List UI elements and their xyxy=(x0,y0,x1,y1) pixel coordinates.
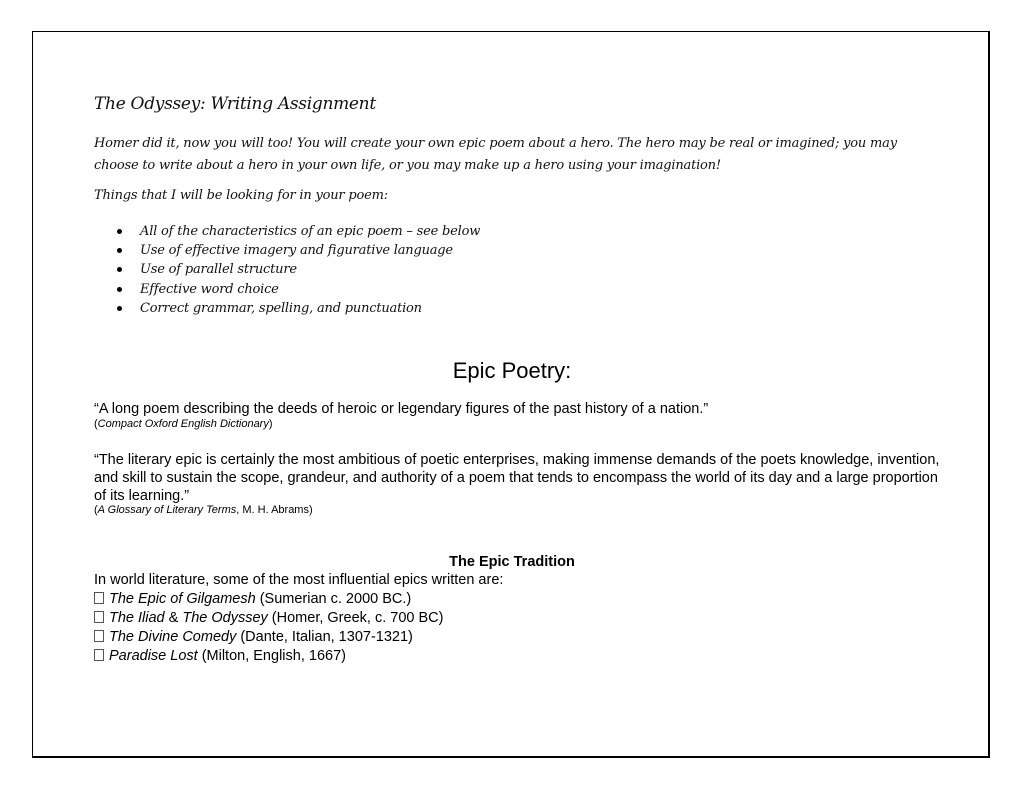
missing-glyph-icon xyxy=(94,649,104,661)
epic-poetry-heading: Epic Poetry: xyxy=(452,358,572,383)
epic-tradition-heading: The Epic Tradition xyxy=(449,554,575,570)
epic-title: The Epic of Gilgamesh xyxy=(109,591,256,607)
citation-source: A Glossary of Literary Terms xyxy=(97,504,237,516)
glossary-quote: “The literary epic is certainly the most ambitious of poetic enterprises, making immense demands of the poets knowledge, invention, and skill to sustain the scope, grandeur, and authority of a poem that tends to encompass the world of its day and a large proportion of its learning.” xyxy=(94,452,940,504)
list-item xyxy=(117,299,480,318)
assignment-intro: Homer did it, now you will too! You will create your own epic poem about a hero. The hero may be real or imagined; you may choose to write about a hero in your own life, or you may make up a hero using your imagination! xyxy=(94,136,897,173)
criteria-text: All of the characteristics of an epic poem – see below xyxy=(140,224,481,239)
epic-tradition-intro: In world literature, some of the most influential epics written are: xyxy=(94,572,504,588)
document-page xyxy=(32,31,990,758)
epic-detail: (Homer, Greek, c. 700 BC) xyxy=(267,610,444,626)
missing-glyph-icon xyxy=(94,592,104,604)
bullet-icon xyxy=(117,248,122,253)
epics-list xyxy=(94,590,443,666)
bullet-icon xyxy=(117,306,122,311)
list-item xyxy=(117,241,480,260)
epic-detail: (Dante, Italian, 1307-1321) xyxy=(236,629,413,645)
dictionary-quote: “A long poem describing the deeds of heroic or legendary figures of the past history of a nation.” xyxy=(94,401,709,417)
assignment-title: The Odyssey: Writing Assignment xyxy=(94,94,376,114)
citation-open: ( xyxy=(94,504,98,516)
list-item xyxy=(117,222,480,241)
glossary-citation xyxy=(94,504,313,516)
citation-close: ) xyxy=(268,418,273,430)
citation-rest: , M. H. Abrams) xyxy=(236,504,313,516)
epic-title: The Iliad xyxy=(109,610,165,626)
list-item xyxy=(94,590,443,609)
list-item xyxy=(94,609,443,628)
criteria-text: Use of parallel structure xyxy=(140,262,297,278)
epic-joiner: & xyxy=(164,610,183,626)
epic-detail: (Sumerian c. 2000 BC.) xyxy=(255,591,412,607)
bullet-icon xyxy=(117,229,122,234)
criteria-text: Use of effective imagery and figurative language xyxy=(140,243,453,259)
bullet-icon xyxy=(117,267,122,272)
looking-for-label: Things that I will be looking for in your poem: xyxy=(94,188,388,203)
citation-open: ( xyxy=(94,418,98,430)
citation-source: Compact Oxford English Dictionary xyxy=(97,418,269,430)
list-item xyxy=(94,628,443,647)
criteria-text: Correct grammar, spelling, and punctuation xyxy=(140,300,422,316)
epic-detail: (Milton, English, 1667) xyxy=(197,648,346,664)
criteria-text: Effective word choice xyxy=(140,281,279,297)
dictionary-citation xyxy=(94,418,273,430)
missing-glyph-icon xyxy=(94,630,104,642)
epic-title: Paradise Lost xyxy=(109,648,198,664)
list-item xyxy=(94,647,443,666)
list-item xyxy=(117,260,480,279)
bullet-icon xyxy=(117,287,122,292)
criteria-list xyxy=(117,222,480,318)
epic-title-2: The Odyssey xyxy=(182,610,268,626)
missing-glyph-icon xyxy=(94,611,104,623)
epic-title: The Divine Comedy xyxy=(109,629,237,645)
list-item xyxy=(117,280,480,299)
